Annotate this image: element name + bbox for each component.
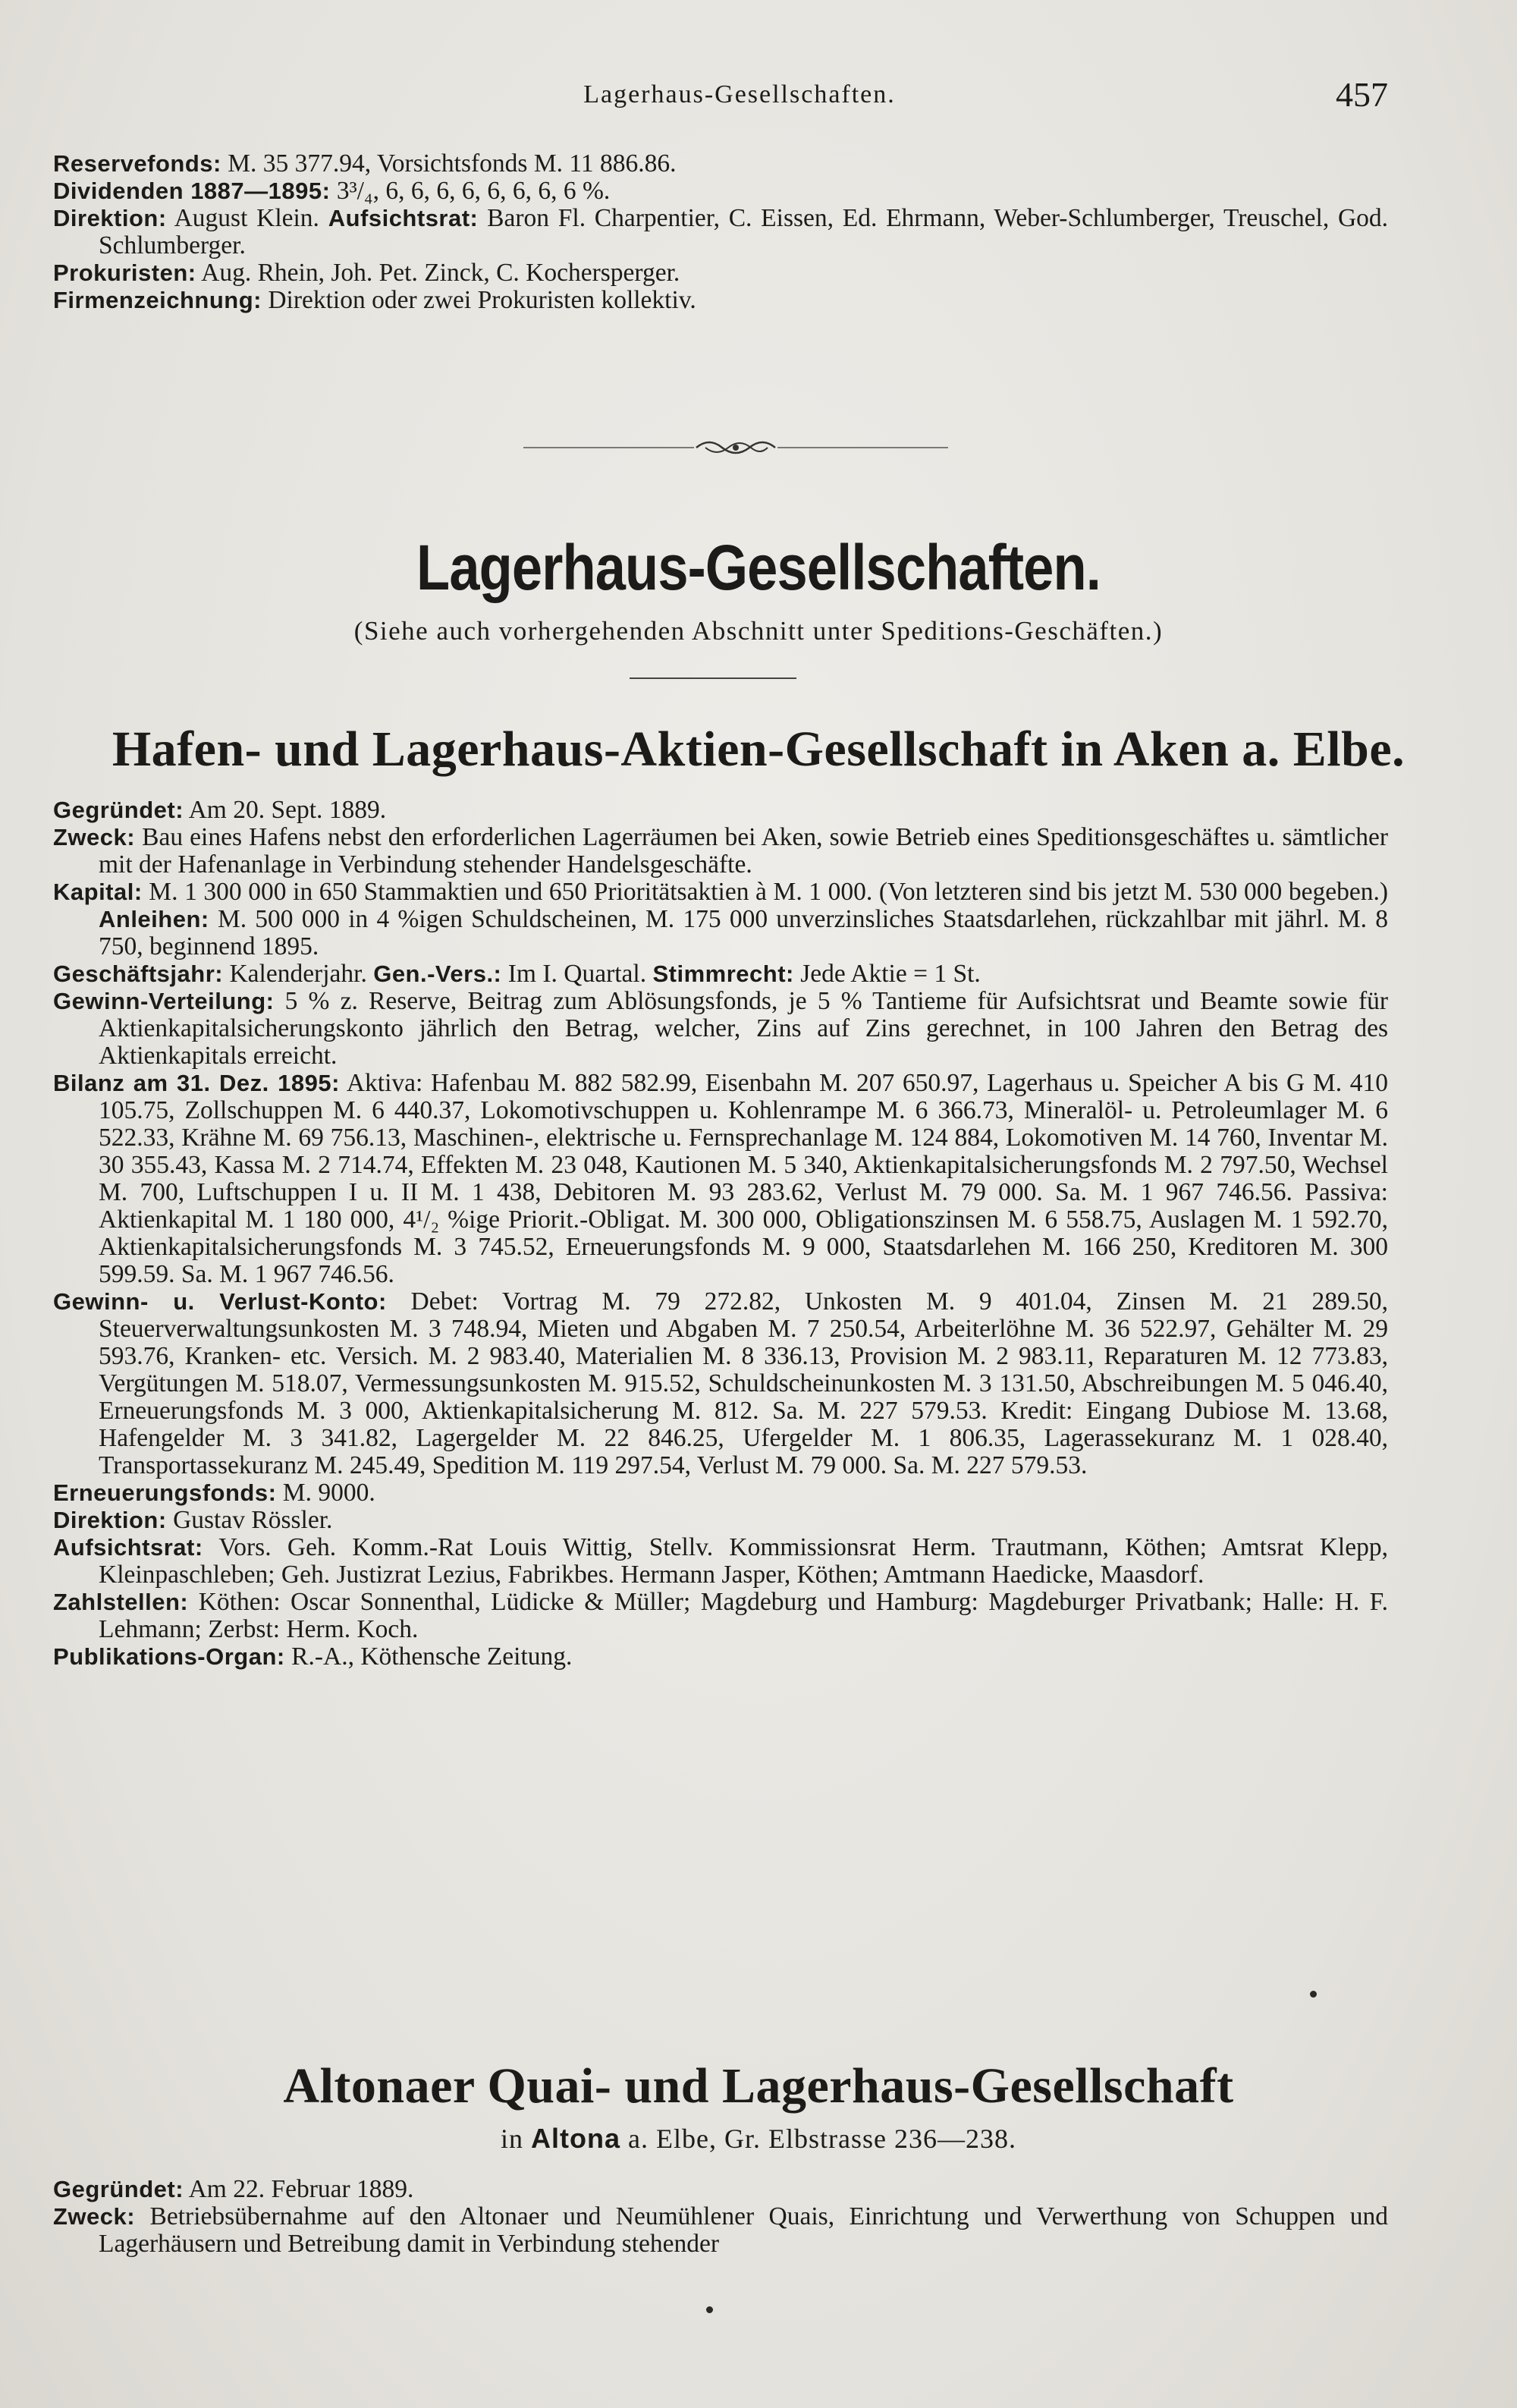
page-number: 457 <box>1336 75 1388 114</box>
entry-zahlstellen <box>53 1589 1388 1643</box>
section-note: (Siehe auch vorhergehenden Abschnitt unter Speditions-Geschäften.) <box>353 616 1164 646</box>
entry-direktion-aken <box>53 1507 1388 1534</box>
entry-text: Kalenderjahr. <box>229 960 367 988</box>
address-rest: a. Elbe, Gr. Elbstrasse 236—238. <box>628 2124 1016 2154</box>
entry-text: M. 35 377.94, Vorsichtsfonds M. 11 886.86. <box>228 149 677 178</box>
entry-label: Erneuerungsfonds: <box>53 1479 277 1506</box>
entry-label: Prokuristen: <box>53 259 196 286</box>
entry-prokuristen <box>53 259 1388 287</box>
entry-label: Reservefonds: <box>53 150 221 177</box>
company-title-altona: Altonaer Quai- und Lagerhaus-Gesellschaft <box>283 2058 1234 2114</box>
entry-gegruendet-altona <box>53 2176 1388 2203</box>
print-speck-mark <box>706 2306 713 2313</box>
entry-label: Gegründet: <box>53 2176 184 2202</box>
entry-gewinn-verteilung <box>53 988 1388 1070</box>
entry-bilanz <box>53 1070 1388 1288</box>
entry-label: Aufsichtsrat: <box>328 205 479 231</box>
entry-text: Aug. Rhein, Joh. Pet. Zinck, C. Kochersperger. <box>201 259 680 287</box>
print-speck-mark <box>1310 1991 1317 1998</box>
entry-label: Direktion: <box>53 1507 167 1533</box>
entry-geschaeftsjahr <box>53 960 1388 988</box>
entry-gegruendet <box>53 797 1388 824</box>
company-altona-entries <box>53 2176 1388 2258</box>
entry-text: Direktion oder zwei Prokuristen kollektiv. <box>268 286 696 314</box>
entry-label: Gen.-Vers.: <box>373 960 502 987</box>
entry-label: Geschäftsjahr: <box>53 960 224 987</box>
entry-text: M. 9000. <box>282 1479 375 1507</box>
entry-label: Gewinn-Verteilung: <box>53 988 275 1014</box>
entry-label: Zahlstellen: <box>53 1589 189 1615</box>
address-city: Altona <box>531 2123 621 2154</box>
company-title-aken: Hafen- und Lagerhaus-Aktien-Gesellschaft in Aken a. Elbe. <box>111 721 1406 777</box>
entry-text: M. 500 000 in 4 %igen Schuldscheinen, M. 175 000 unverzinsliches Staatsdarlehen, rückzahlbar mit jährl. M. 8 750, beginnend 1895. <box>99 905 1388 960</box>
entry-label: Direktion: <box>53 205 167 231</box>
entry-kapital <box>53 879 1388 960</box>
address-prefix: in <box>501 2124 524 2154</box>
entry-text: Aktiva: Hafenbau M. 882 582.99, Eisenbahn M. 207 650.97, Lagerhaus u. Speicher A bis G M. 410 105.75, Zollschuppen M. 6 440.37, Lokomotivschuppen u. Kohlenrampe M. 6 366.73, Mineralöl- u. Petroleumlager M. 6 522.33, Krähne M. 69 756.13, Maschinen-, elektrische u. Fernsprechanlage M. 124 884, Lokomotiven M. 14 760, Inventar M. 30 355.43, Kassa M. 2 714.74, Effekten M. 23 048, Kautionen M. 5 340, Aktienkapitalsicherungsfonds M. 2 797.50, Wechsel M. 700, Luftschuppen I u. II M. 1 438, Debitoren M. 93 283.62, Verlust M. 79 000. Sa. M. 1 967 746.56. Passiva: Aktienkapital M. 1 180 000, 4¹/₂ %ige Priorit.-Obligat. M. 300 000, Obligationszinsen M. 6 558.75, Auslagen M. 1 592.70, Aktienkapitalsicherungsfonds M. 3 745.52, Erneuerungsfonds M. 9 000, Staatsdarlehen M. 166 250, Kreditoren M. 300 599.59. Sa. M. 1 967 746.56. <box>99 1069 1389 1288</box>
entry-text: Am 20. Sept. 1889. <box>188 796 387 824</box>
section-title: Lagerhaus-Gesellschaften. <box>416 532 1101 603</box>
entry-zweck-altona <box>53 2203 1388 2258</box>
entry-label: Stimmrecht: <box>652 960 794 987</box>
entry-zweck <box>53 824 1388 879</box>
entry-dividenden <box>53 178 1388 205</box>
entry-text: R.-A., Köthensche Zeitung. <box>291 1643 573 1671</box>
company-address-altona <box>0 2123 1517 2155</box>
running-title: Lagerhaus-Gesellschaften. <box>583 80 896 108</box>
short-divider <box>630 677 796 679</box>
company-aken-entries <box>53 797 1388 1671</box>
entry-label: Gewinn- u. Verlust-Konto: <box>53 1288 387 1315</box>
entry-text: Debet: Vortrag M. 79 272.82, Unkosten M. 9 401.04, Zinsen M. 21 289.50, Steuerverwaltungsunkosten M. 3 748.94, Mieten und Abgaben M. 7 250.54, Arbeiterlöhne M. 36 522.97, Gehälter M. 29 593.76, Kranken- etc. Versich. M. 2 983.40, Materialien M. 8 336.13, Provision M. 2 983.11, Reparaturen M. 12 773.83, Vergütungen M. 518.07, Vermessungsunkosten M. 915.52, Schuldscheinunkosten M. 3 131.50, Abschreibungen M. 5 046.40, Erneuerungsfonds M. 3 000, Aktienkapitalsicherung M. 812. Sa. M. 227 579.53. Kredit: Eingang Dubiose M. 13.68, Hafengelder M. 3 341.82, Lagergelder M. 22 846.25, Ufergelder M. 1 806.35, Lagerassekuranz M. 1 028.40, Transportassekuranz M. 245.49, Spedition M. 119 297.54, Verlust M. 79 000. Sa. M. 227 579.53. <box>99 1287 1388 1479</box>
entry-text: Gustav Rössler. <box>173 1506 333 1534</box>
section-divider-ornament <box>523 425 948 470</box>
entry-text: Im I. Quartal. <box>507 960 647 988</box>
entry-label: Zweck: <box>53 824 136 850</box>
entry-publikations-organ <box>53 1643 1388 1671</box>
entry-text: Jede Aktie = 1 St. <box>800 960 981 988</box>
entry-label: Dividenden 1887—1895: <box>53 178 331 204</box>
entry-text: 5 % z. Reserve, Beitrag zum Ablösungsfonds, je 5 % Tantieme für Aufsichtsrat und Beamte sowie für Aktienkapitalsicherungskonto jährlich den Betrag, welcher, Zins auf Zins gerechnet, in 100 Jahren den Betrag des Aktienkapitals erreicht. <box>99 987 1389 1070</box>
entry-text: Betriebsübernahme auf den Altonaer und Neumühlener Quais, Einrichtung und Verwerthung von Schuppen und Lagerhäusern und Betreibung damit in Verbindung stehender <box>99 2202 1389 2258</box>
entry-direktion <box>53 205 1388 259</box>
entry-firmenzeichnung <box>53 287 1388 314</box>
entry-erneuerungsfonds <box>53 1479 1388 1507</box>
entry-text: August Klein. <box>174 204 319 232</box>
entry-label: Kapital: <box>53 879 143 905</box>
entry-text: Baron Fl. Charpentier, C. Eissen, Ed. Ehrmann, Weber-Schlumberger, Treuschel, God. Schlumberger. <box>99 204 1389 259</box>
entry-text: Vors. Geh. Komm.-Rat Louis Wittig, Stellv. Kommissionsrat Herm. Trautmann, Köthen; Amtsrat Klepp, Kleinpaschleben; Geh. Justizrat Lezius, Fabrikbes. Hermann Jasper, Köthen; Amtmann Haedicke, Maasdorf. <box>99 1533 1388 1589</box>
entry-label: Publikations-Organ: <box>53 1643 285 1670</box>
entry-label: Bilanz am 31. Dez. 1895: <box>53 1070 340 1096</box>
entry-label: Gegründet: <box>53 797 184 823</box>
entry-gewinn-verlust-konto <box>53 1288 1388 1479</box>
entry-label: Anleihen: <box>99 906 209 932</box>
entry-reservefonds <box>53 150 1388 178</box>
page-header <box>0 73 1517 118</box>
entry-label: Firmenzeichnung: <box>53 287 262 313</box>
entry-text: 3³/₄, 6, 6, 6, 6, 6, 6, 6, 6 %. <box>336 177 611 205</box>
entry-text: M. 1 300 000 in 650 Stammaktien und 650 Prioritätsaktien à M. 1 000. (Von letzteren sind bis jetzt M. 530 000 begeben.) <box>149 878 1388 906</box>
entry-aufsichtsrat-aken <box>53 1534 1388 1589</box>
entry-text: Bau eines Hafens nebst den erforderlichen Lagerräumen bei Aken, sowie Betrieb eines Speditionsgeschäftes u. sämtlicher mit der Hafenanlage in Verbindung stehender Handelsgeschäfte. <box>99 823 1388 879</box>
entry-text: Am 22. Februar 1889. <box>188 2175 414 2203</box>
entry-label: Zweck: <box>53 2203 136 2230</box>
entry-text: Köthen: Oscar Sonnenthal, Lüdicke & Müller; Magdeburg und Hamburg: Magdeburger Privatbank; Halle: H. F. Lehmann; Zerbst: Herm. Koch. <box>99 1588 1389 1643</box>
previous-company-block <box>53 150 1388 314</box>
entry-label: Aufsichtsrat: <box>53 1534 203 1561</box>
